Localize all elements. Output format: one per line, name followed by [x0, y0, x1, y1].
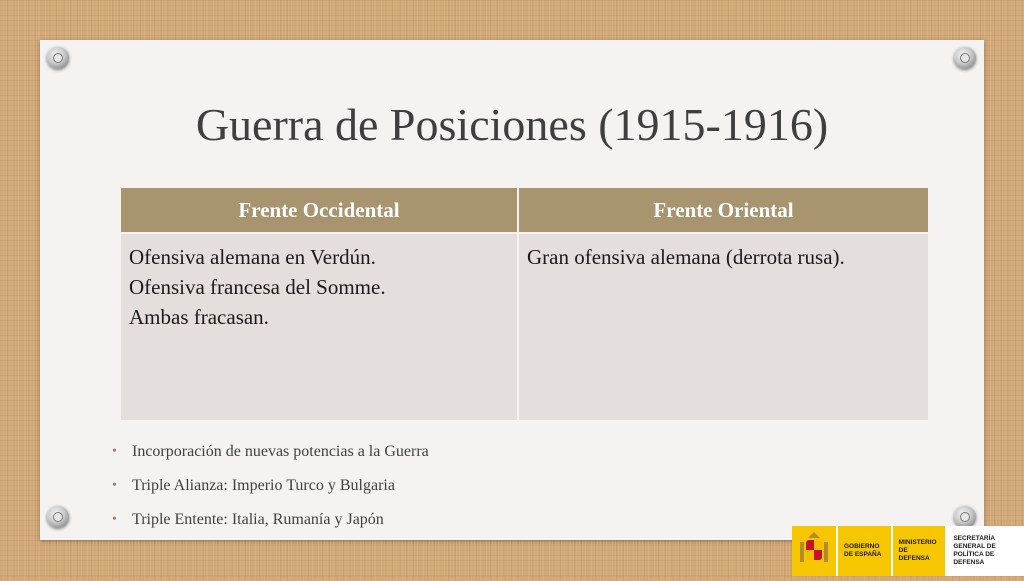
list-item-text: Triple Alianza: Imperio Turco y Bulgaria [132, 477, 395, 494]
table-header-west: Frente Occidental [120, 187, 518, 233]
pushpin-icon [47, 506, 69, 528]
bullet-icon: • [112, 444, 117, 459]
secretaria-label: SECRETARÍA GENERAL DE POLÍTICA DE DEFENSA [947, 526, 1024, 576]
fronts-table [119, 186, 930, 422]
coat-of-arms-icon [792, 526, 836, 576]
ministerio-label: MINISTERIO DE DEFENSA [893, 526, 946, 576]
table-header-east: Frente Oriental [518, 187, 929, 233]
cell-text: Ofensiva alemana en Verdún. [129, 245, 376, 269]
pushpin-icon [47, 47, 69, 69]
table-header-row [120, 187, 929, 233]
cell-text: Ambas fracasan. [129, 305, 269, 329]
table-cell-east [518, 233, 929, 421]
bullet-icon: • [112, 478, 117, 493]
list-item [112, 474, 429, 508]
bullet-icon: • [112, 512, 117, 527]
slide-title: Guerra de Posiciones (1915-1916) [195, 99, 829, 150]
bullet-list [112, 440, 429, 542]
government-footer-logo [792, 526, 1024, 576]
table-row [120, 233, 929, 421]
pushpin-icon [954, 47, 976, 69]
cell-text: Ofensiva francesa del Somme. [129, 275, 386, 299]
pushpin-icon [954, 506, 976, 528]
list-item-text: Incorporación de nuevas potencias a la Guerra [132, 443, 429, 460]
list-item [112, 508, 429, 542]
list-item [112, 440, 429, 474]
list-item-text: Triple Entente: Italia, Rumanía y Japón [132, 511, 384, 528]
gobierno-label: GOBIERNO DE ESPAÑA [838, 526, 891, 576]
cell-text: Gran ofensiva alemana (derrota rusa). [527, 245, 845, 269]
table-cell-west [120, 233, 518, 421]
